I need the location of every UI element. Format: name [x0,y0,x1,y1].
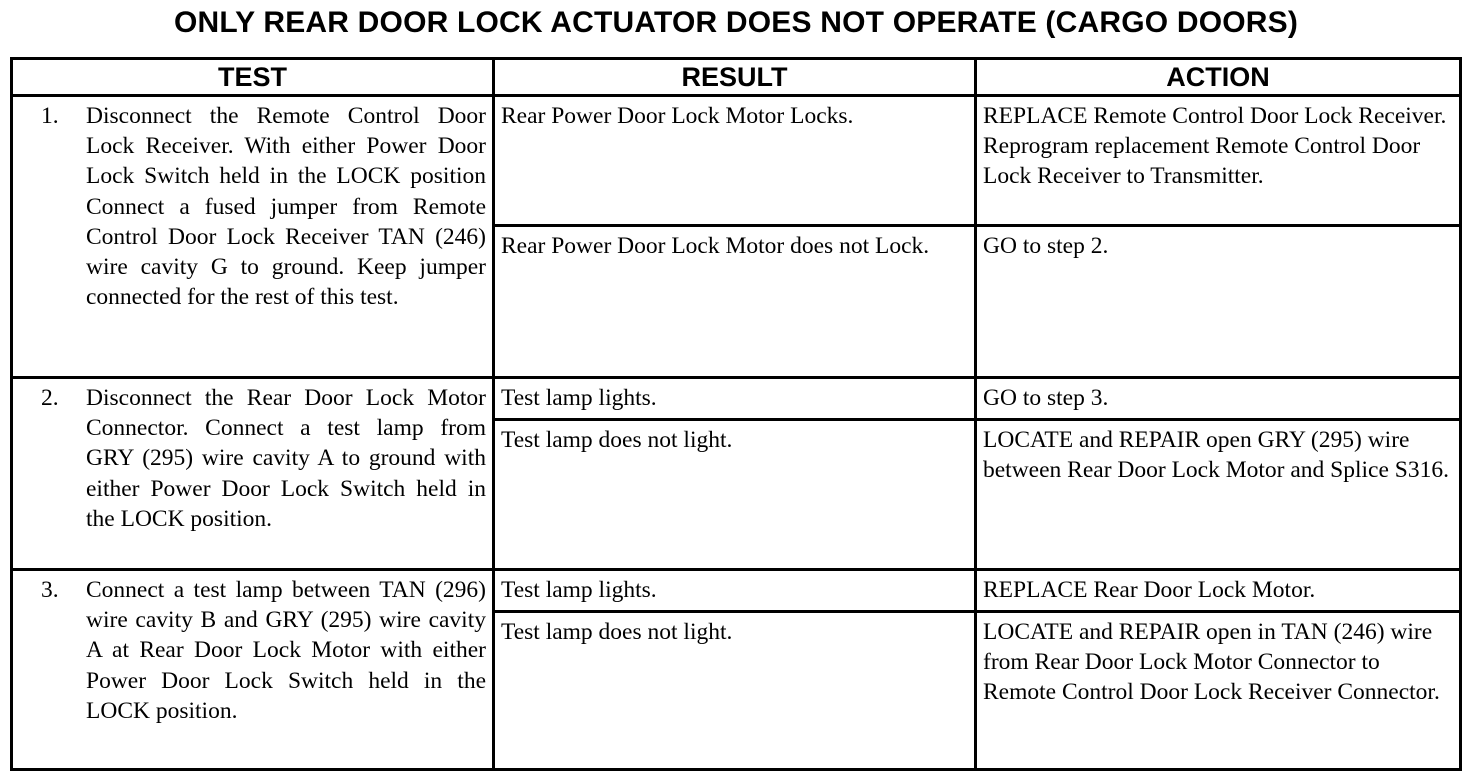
step-instructions: Connect a test lamp between TAN (296) wire cavity B and GRY (295) wire cavity A at Rear Door Lock Motor with either Power Door Lock Switch held in the LOCK position. [86,577,486,724]
result-text: Test lamp lights. [501,577,657,603]
action-text: REPLACE Rear Door Lock Motor. [983,577,1316,603]
diagnostic-table [10,57,1462,771]
action-cell [976,612,1461,770]
action-cell [976,378,1461,420]
test-column-header: TEST [12,59,494,96]
action-text: GO to step 3. [983,385,1109,411]
result-cell [494,378,976,420]
table-row [12,570,1461,612]
result-cell [494,96,976,226]
action-text: REPLACE Remote Control Door Lock Receiver. Reprogram replacement Remote Control Door Lock Receiver to Transmitter. [983,103,1447,190]
result-cell [494,612,976,770]
action-cell [976,570,1461,612]
action-column-header: ACTION [976,59,1461,96]
step-number: 2. [41,385,59,411]
test-step-1 [12,96,494,378]
result-text: Test lamp does not light. [501,619,733,645]
test-step-2 [12,378,494,570]
result-text: Rear Power Door Lock Motor Locks. [501,103,854,129]
action-text: LOCATE and REPAIR open GRY (295) wire between Rear Door Lock Motor and Splice S316. [983,427,1449,484]
step-number: 1. [41,103,59,129]
step-instructions: Disconnect the Remote Control Door Lock Receiver. With either Power Door Lock Switch held in the LOCK position Connect a fused jumper from Remote Control Door Lock Receiver TAN (246) wire cavity G to ground. Keep jumper connected for the rest of this test. [86,103,486,311]
step-number: 3. [41,577,59,603]
result-column-header: RESULT [494,59,976,96]
result-text: Test lamp lights. [501,385,657,411]
result-text: Rear Power Door Lock Motor does not Lock. [501,233,930,259]
action-cell [976,96,1461,226]
page-title: ONLY REAR DOOR LOCK ACTUATOR DOES NOT OPERATE (CARGO DOORS) [173,6,1299,39]
table-row [12,378,1461,420]
action-cell [976,226,1461,378]
test-step-3 [12,570,494,770]
action-text: LOCATE and REPAIR open in TAN (246) wire from Rear Door Lock Motor Connector to Remote Control Door Lock Receiver Connector. [983,619,1440,706]
header-row [12,59,1461,96]
result-cell [494,570,976,612]
action-cell [976,420,1461,570]
action-text: GO to step 2. [983,233,1109,259]
table-row [12,96,1461,226]
result-cell [494,226,976,378]
result-cell [494,420,976,570]
step-instructions: Disconnect the Rear Door Lock Motor Connector. Connect a test lamp from GRY (295) wire cavity A to ground with either Power Door Lock Switch held in the LOCK position. [86,385,486,532]
result-text: Test lamp does not light. [501,427,733,453]
